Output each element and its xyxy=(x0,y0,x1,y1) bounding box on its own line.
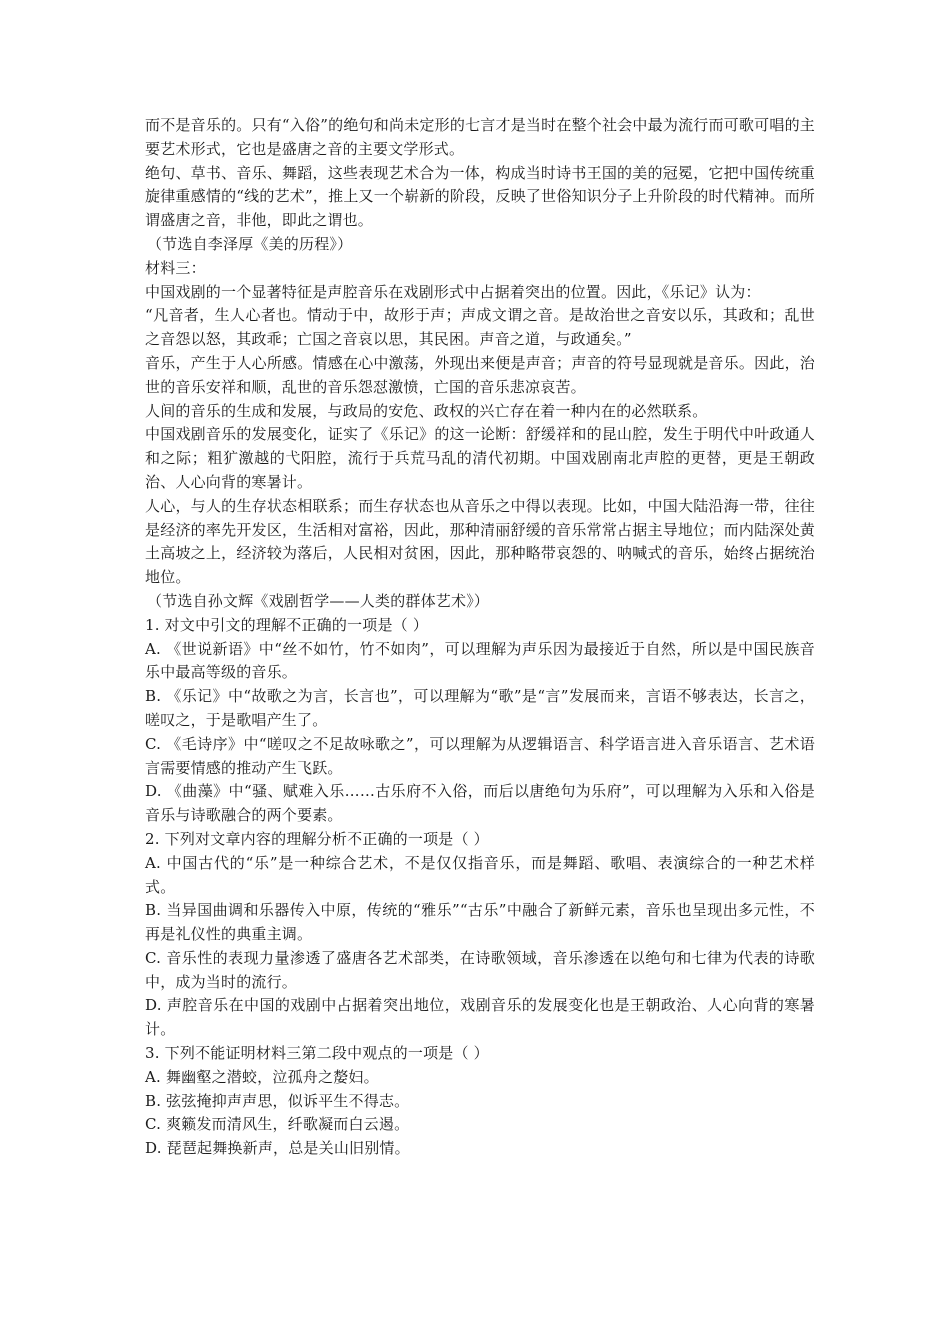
document-page xyxy=(145,114,815,1161)
question-3-option-c: C. 爽籁发而清风生，纤歌凝而白云遏。 xyxy=(145,1115,410,1134)
question-1-option-d: D. 《曲藻》中“骚、赋难入乐……古乐府不入俗，而后以唐绝句为乐府”，可以理解为入乐和入俗是音乐与诗歌融合的两个要素。 xyxy=(145,782,815,825)
material2-paragraph-1: 而不是音乐的。只有“入俗”的绝句和尚未定形的七言才是当时在整个社会中最为流行而可歌可唱的主要艺术形式，它也是盛唐之音的主要文学形式。 xyxy=(145,116,815,158)
material3-quote: “凡音者，生人心者也。情动于中，故形于声；声成文谓之音。是故治世之音安以乐，其政和；乱世之音怨以怒，其政乖；亡国之音哀以思，其民困。声音之道，与政通矣。” xyxy=(145,306,815,349)
question-1-option-b: B. 《乐记》中“故歌之为言，长言也”，可以理解为“歌”是“言”发展而来，言语不够表达，长言之，嗟叹之，于是歌唱产生了。 xyxy=(145,687,815,729)
question-3-option-d: D. 琵琶起舞换新声，总是关山旧别情。 xyxy=(145,1139,410,1158)
question-3-option-b: B. 弦弦掩抑声声思，似诉平生不得志。 xyxy=(145,1091,410,1110)
material3-paragraph-4: 人间的音乐的生成和发展，与政局的安危、政权的兴亡存在着一种内在的必然联系。 xyxy=(145,401,708,420)
question-3-option-a: A. 舞幽壑之潜蛟，泣孤舟之嫠妇。 xyxy=(145,1067,379,1086)
material2-source: （节选自李泽厚《美的历程》） xyxy=(147,234,353,253)
material3-paragraph-1: 中国戏剧的一个显著特征是声腔音乐在戏剧形式中占据着突出的位置。因此，《乐记》认为： xyxy=(145,282,761,301)
material3-paragraph-6: 人心，与人的生存状态相联系；而生存状态也从音乐之中得以表现。比如，中国大陆沿海一带，往往是经济的率先开发区，生活相对富裕，因此，那种清丽舒缓的音乐常常占据主导地位；而内陆深处黄土高坡之上，经济较为落后，人民相对贫困，因此，那种略带哀怨的、呐喊式的音乐，始终占据统治地位。 xyxy=(145,496,815,587)
question-2-option-c: C. 音乐性的表现力量渗透了盛唐各艺术部类，在诗歌领域，音乐渗透在以绝句和七律为代表的诗歌中，成为当时的流行。 xyxy=(145,948,815,991)
material3-paragraph-3: 音乐，产生于人心所感。情感在心中激荡，外现出来便是声音；声音的符号显现就是音乐。因此，治世的音乐安祥和顺，乱世的音乐怨怼激愤，亡国的音乐悲凉哀苦。 xyxy=(145,353,815,396)
material3-paragraph-5: 中国戏剧音乐的发展变化，证实了《乐记》的这一论断：舒缓祥和的昆山腔，发生于明代中叶政通人和之际；粗犷激越的弋阳腔，流行于兵荒马乱的清代初期。中国戏剧南北声腔的更替，更是王朝政治、人心向背的寒暑计。 xyxy=(145,425,815,491)
material3-source: （节选自孙文辉《戏剧哲学——人类的群体艺术》） xyxy=(147,591,490,610)
question-2-stem: 2. 下列对文章内容的理解分析不正确的一项是（ ） xyxy=(145,829,489,848)
question-1-option-c: C. 《毛诗序》中“嗟叹之不足故咏歌之”，可以理解为从逻辑语言、科学语言进入音乐语言、艺术语言需要情感的推动产生飞跃。 xyxy=(145,734,815,777)
question-1-option-a: A. 《世说新语》中“丝不如竹，竹不如肉”，可以理解为声乐因为最接近于自然，所以是中国民族音乐中最高等级的音乐。 xyxy=(145,639,815,682)
material2-paragraph-2: 绝句、草书、音乐、舞蹈，这些表现艺术合为一体，构成当时诗书王国的美的冠冕，它把中国传统重旋律重感情的“线的艺术”，推上又一个崭新的阶段，反映了世俗知识分子上升阶段的时代精神。而所谓盛唐之音，非他，即此之谓也。 xyxy=(145,163,815,230)
question-2-option-b: B. 当异国曲调和乐器传入中原，传统的“雅乐”“古乐”中融合了新鲜元素，音乐也呈现出多元性，不再是礼仪性的典重主调。 xyxy=(145,901,815,944)
material3-heading: 材料三： xyxy=(145,258,206,277)
question-2-option-a: A. 中国古代的“乐”是一种综合艺术，不是仅仅指音乐，而是舞蹈、歌唱、表演综合的一种艺术样式。 xyxy=(145,853,815,896)
question-3-stem: 3. 下列不能证明材料三第二段中观点的一项是（ ） xyxy=(145,1044,489,1063)
question-1-stem: 1. 对文中引文的理解不正确的一项是（ ） xyxy=(145,615,429,634)
question-2-option-d: D. 声腔音乐在中国的戏剧中占据着突出地位，戏剧音乐的发展变化也是王朝政治、人心向背的寒暑计。 xyxy=(145,996,815,1039)
